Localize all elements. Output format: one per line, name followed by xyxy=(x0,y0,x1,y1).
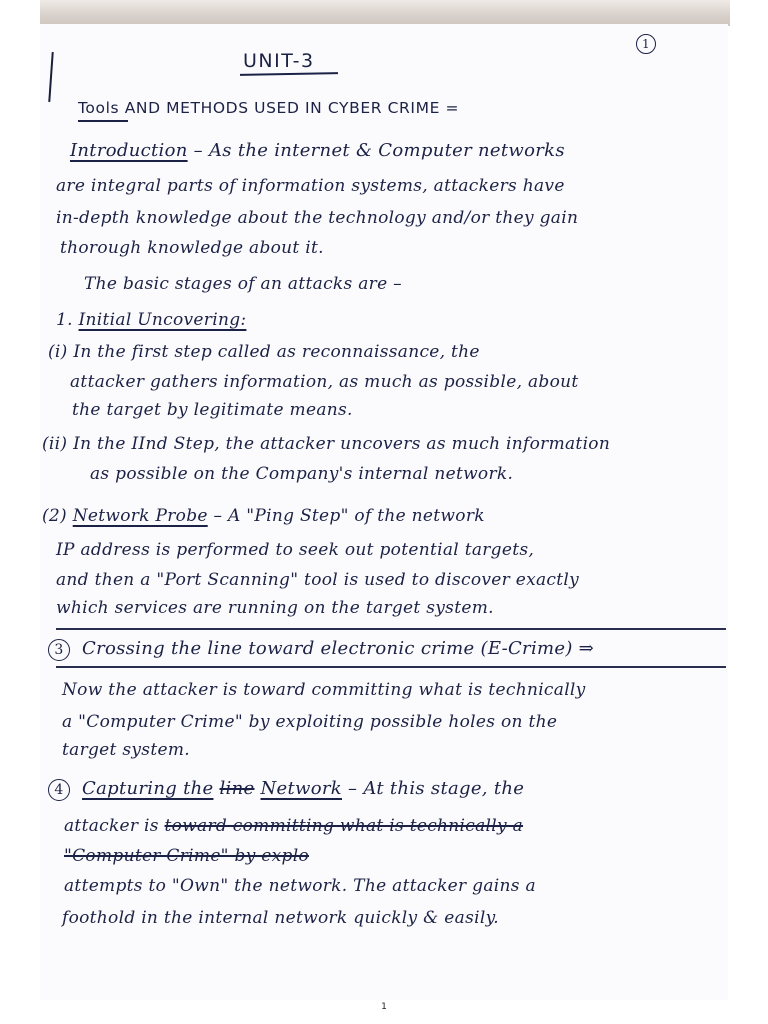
intro-line-3: in-depth knowledge about the technology and/or they gain xyxy=(56,208,579,228)
notebook-page xyxy=(40,24,728,1000)
stage4-line2-struck: toward committing what is technically a xyxy=(164,816,524,836)
stage4-title-struck: line xyxy=(219,778,255,799)
intro-line-2: are integral parts of information systems, attackers have xyxy=(56,176,565,196)
stage2-line-2: and then a "Port Scanning" tool is used to discover exactly xyxy=(56,570,580,590)
stage1-heading xyxy=(56,310,246,330)
stage1-number: 1. xyxy=(56,310,73,330)
margin-mark xyxy=(48,52,53,102)
stage2-heading-line xyxy=(42,506,485,526)
stage1-point1-marker: (i) xyxy=(48,342,68,362)
intro-heading: Introduction xyxy=(70,140,188,161)
stage4-heading-line xyxy=(48,778,524,801)
intro-line-4: thorough knowledge about it. xyxy=(60,238,324,258)
page-number-badge: 1 xyxy=(636,34,656,54)
page-title: UNIT-3 xyxy=(243,50,315,72)
heading-underline xyxy=(78,120,128,122)
stage3-line-3: target system. xyxy=(62,740,190,760)
intro-text: – As the internet & Computer networks xyxy=(193,140,565,161)
stage3-title: Crossing the line toward electronic crime (E-Crime) ⇒ xyxy=(82,638,595,659)
stage2-line-1: IP address is performed to seek out potential targets, xyxy=(56,540,535,560)
stage3-line-1: Now the attacker is toward committing what is technically xyxy=(62,680,586,700)
stage4-number: 4 xyxy=(48,779,70,801)
stage1-title: Initial Uncovering: xyxy=(78,310,247,330)
stage3-line-2: a "Computer Crime" by exploiting possible holes on the xyxy=(62,712,558,732)
stage1-point2-text: In the IInd Step, the attacker uncovers as much information xyxy=(73,434,611,454)
stage3-number: 3 xyxy=(48,639,70,661)
stage3-heading xyxy=(48,638,594,661)
stage4-first-line: – At this stage, the xyxy=(348,778,525,799)
stage4-title-a: Capturing the xyxy=(82,778,214,799)
stage2-title: Network Probe xyxy=(72,506,208,526)
stage1-point1-text: In the first step called as reconnaissance, the xyxy=(73,342,480,362)
stage1-point1-line1 xyxy=(48,342,480,362)
section-heading: Tools AND METHODS USED IN CYBER CRIME = xyxy=(78,99,460,117)
stage1-point1-line2: attacker gathers information, as much as possible, about xyxy=(70,372,579,392)
stage4-title-b: Network xyxy=(260,778,342,799)
stage4-line2-a: attacker is xyxy=(64,816,159,836)
title-underline xyxy=(240,72,338,76)
stage4-line-3 xyxy=(64,846,309,866)
stage1-point2-marker: (ii) xyxy=(42,434,68,454)
divider-line-1 xyxy=(56,628,726,630)
scan-top-edge xyxy=(40,0,730,26)
divider-line-2 xyxy=(56,666,726,668)
stage2-line-3: which services are running on the target system. xyxy=(56,598,494,618)
stage1-point1-line3: the target by legitimate means. xyxy=(72,400,353,420)
stage2-number: (2) xyxy=(42,506,67,526)
footer-page-number: 1 xyxy=(381,1002,387,1012)
stage4-line-2 xyxy=(64,816,523,836)
intro-line-1 xyxy=(70,140,565,161)
stage1-point2-line2: as possible on the Company's internal network. xyxy=(90,464,514,484)
stages-intro: The basic stages of an attacks are – xyxy=(84,274,402,294)
stage4-line-5: foothold in the internal network quickly & easily. xyxy=(62,908,499,928)
stage4-line3-struck: "Computer Crime" by explo xyxy=(64,846,310,866)
stage4-line-4: attempts to "Own" the network. The attacker gains a xyxy=(64,876,536,896)
stage2-first-line: – A "Ping Step" of the network xyxy=(213,506,485,526)
stage1-point2-line1 xyxy=(42,434,610,454)
